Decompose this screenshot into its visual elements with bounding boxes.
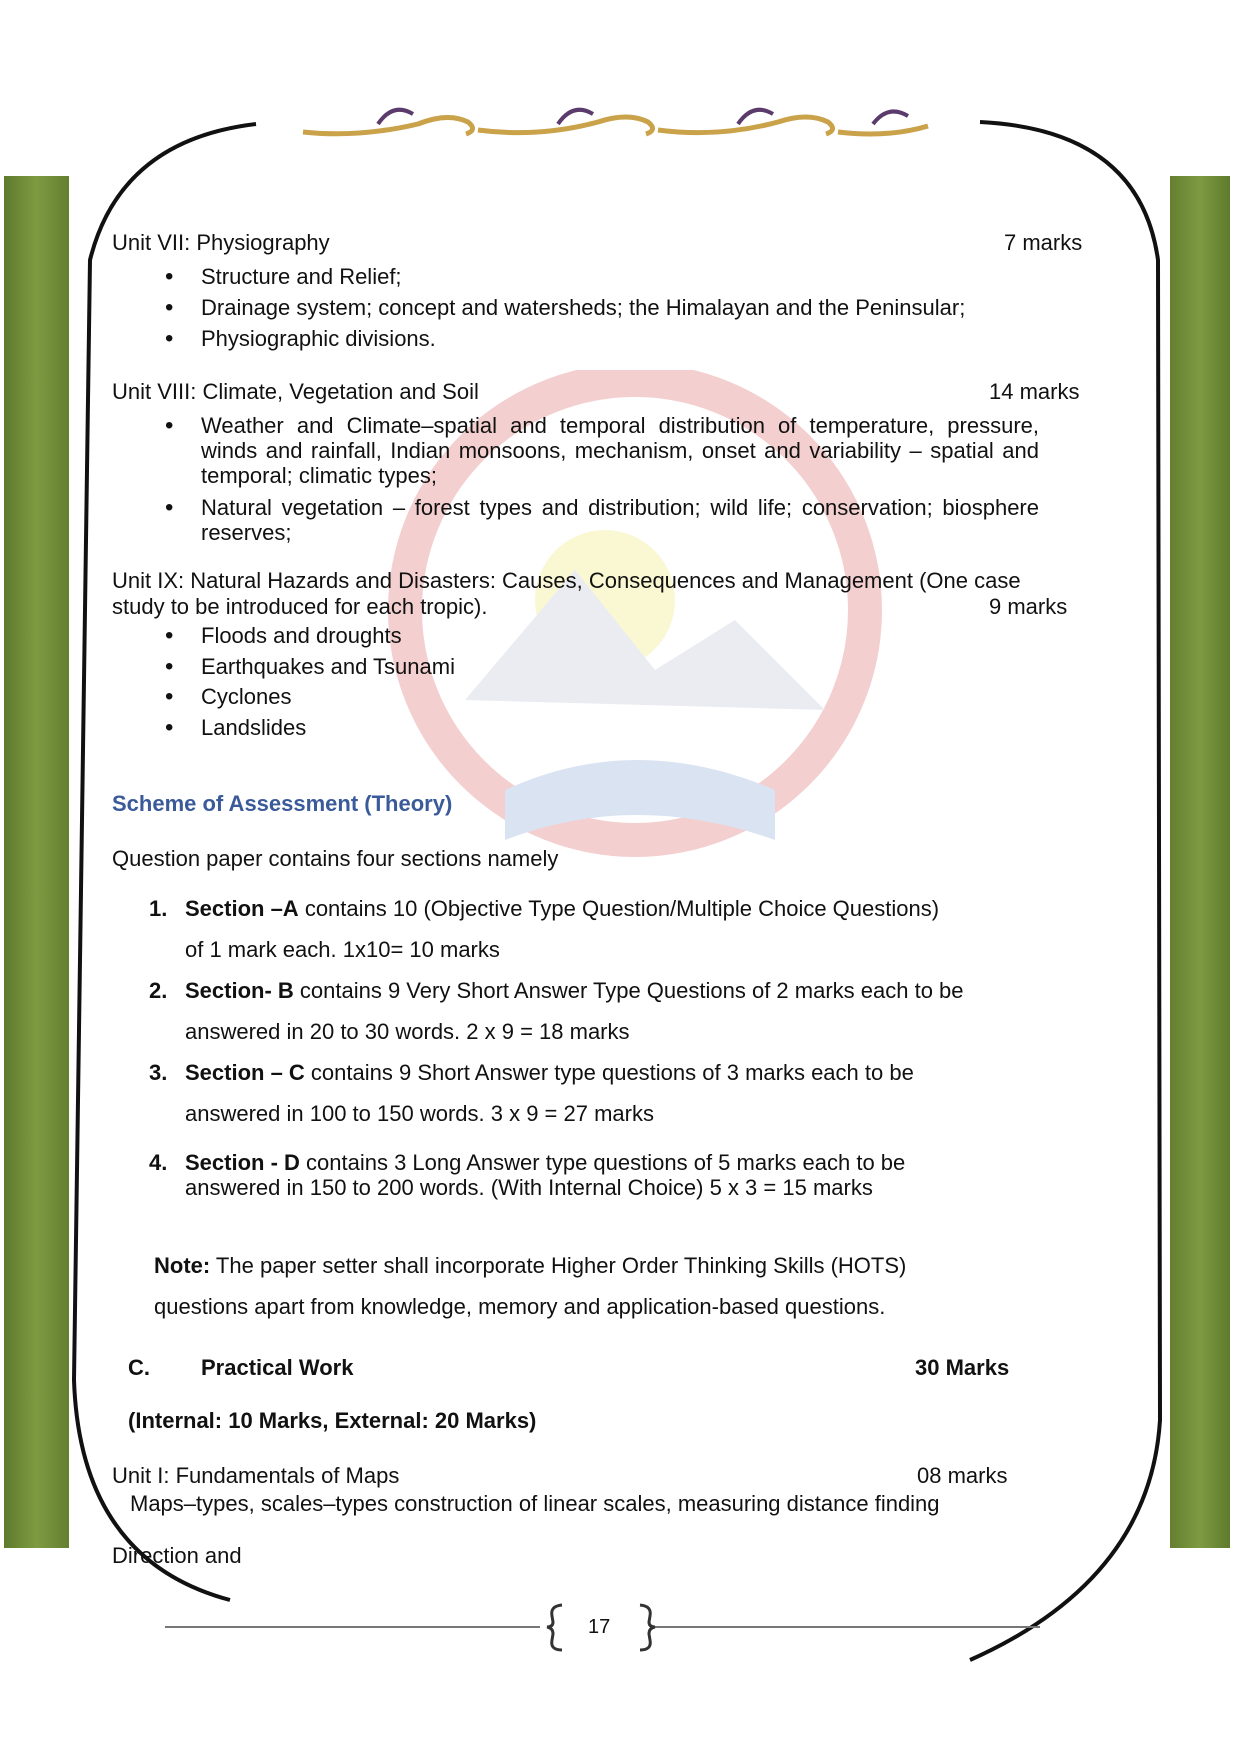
- section-text-cont: answered in 100 to 150 words. 3 x 9 = 27 marks: [185, 1101, 654, 1126]
- unit-1-title: Unit I: Fundamentals of Maps: [112, 1463, 400, 1488]
- section-number: 4.: [149, 1150, 168, 1175]
- assessment-section-d: [149, 1150, 906, 1200]
- section-item: [149, 970, 964, 1052]
- section-text: contains 10 (Objective Type Question/Multiple Choice Questions): [298, 896, 940, 921]
- unit-7-title: Unit VII: Physiography: [112, 230, 330, 255]
- section-text: contains 3 Long Answer type questions of 5 marks each to be: [299, 1150, 906, 1175]
- unit-9-title-line1: Unit IX: Natural Hazards and Disasters: Causes, Consequences and Management (One case: [112, 568, 1021, 593]
- section-text-cont: answered in 150 to 200 words. (With Internal Choice) 5 x 3 = 15 marks: [185, 1175, 873, 1200]
- section-item: [149, 1052, 964, 1134]
- note-label: Note:: [154, 1253, 211, 1278]
- note-text: The paper setter shall incorporate Higher Order Thinking Skills (HOTS): [210, 1253, 907, 1278]
- practical-title: Practical Work: [201, 1355, 354, 1380]
- section-text: contains 9 Very Short Answer Type Questions of 2 marks each to be: [293, 978, 964, 1003]
- assessment-note: [154, 1245, 906, 1327]
- unit-9-topics: [201, 621, 455, 743]
- unit-9-title-line2: study to be introduced for each tropic).: [112, 594, 488, 619]
- section-text-cont: of 1 mark each. 1x10= 10 marks: [185, 937, 500, 962]
- section-item: [149, 888, 964, 970]
- section-label: Section - D: [185, 1150, 300, 1175]
- section-label: Section – C: [185, 1060, 305, 1085]
- section-number: 2.: [149, 978, 168, 1003]
- list-item: • Natural vegetation – forest types and distribution; wild life; conservation; biosphere reserves;: [201, 495, 1039, 545]
- assessment-sections: [149, 888, 964, 1134]
- list-item: • Structure and Relief;: [201, 261, 965, 292]
- note-text-cont: questions apart from knowledge, memory and application-based questions.: [154, 1294, 886, 1319]
- list-item: • Landslides: [201, 713, 455, 744]
- list-item: • Cyclones: [201, 682, 455, 713]
- list-item: • Earthquakes and Tsunami: [201, 652, 455, 683]
- section-number: 1.: [149, 896, 168, 921]
- unit-8-topics: [201, 413, 1039, 545]
- section-item: [149, 1150, 906, 1200]
- list-item: • Weather and Climate–spatial and temporal distribution of temperature, pressure, winds and rainfall, Indian monsoons, mechanism, onset and variability – spatial and temporal; climatic types;: [201, 413, 1039, 488]
- list-item: • Floods and droughts: [201, 621, 455, 652]
- practical-marks-split: (Internal: 10 Marks, External: 20 Marks): [128, 1408, 537, 1433]
- unit-8-title: Unit VIII: Climate, Vegetation and Soil: [112, 379, 479, 404]
- unit-7-topics: [201, 261, 965, 354]
- unit-9-marks: 9 marks: [989, 594, 1068, 619]
- section-text: contains 9 Short Answer type questions of 3 marks each to be: [304, 1060, 914, 1085]
- unit-7-marks: 7 marks: [1004, 230, 1083, 255]
- page-number: 17: [588, 1616, 611, 1638]
- section-text-cont: answered in 20 to 30 words. 2 x 9 = 18 marks: [185, 1019, 630, 1044]
- decorative-scroll-ornament: [298, 94, 934, 144]
- section-label: Section –A: [185, 896, 299, 921]
- list-item: • Drainage system; concept and watersheds; the Himalayan and the Peninsular;: [201, 292, 965, 323]
- practical-letter: C.: [128, 1355, 150, 1380]
- assessment-intro: Question paper contains four sections namely: [112, 846, 559, 871]
- unit-1-text-line1: Maps–types, scales–types construction of linear scales, measuring distance finding: [130, 1491, 940, 1516]
- section-label: Section- B: [185, 978, 294, 1003]
- unit-1-marks: 08 marks: [917, 1463, 1008, 1488]
- practical-marks: 30 Marks: [915, 1355, 1010, 1380]
- unit-1-text-line2: Direction and: [112, 1543, 242, 1568]
- section-number: 3.: [149, 1060, 168, 1085]
- assessment-heading: Scheme of Assessment (Theory): [112, 791, 453, 816]
- unit-8-marks: 14 marks: [989, 379, 1080, 404]
- list-item: • Physiographic divisions.: [201, 323, 965, 354]
